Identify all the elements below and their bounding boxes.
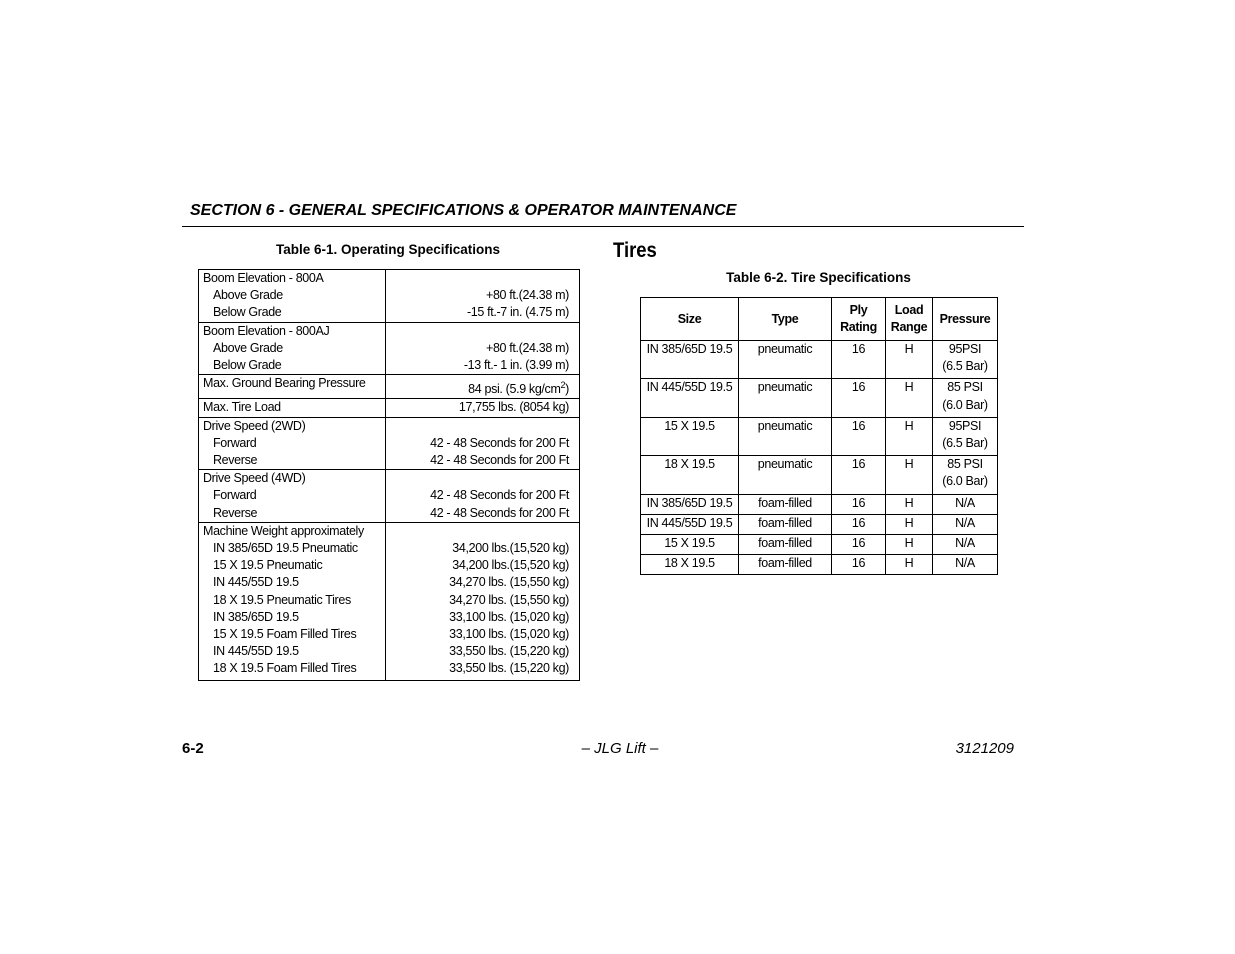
spec-sublabel: 18 X 19.5 Foam Filled Tires <box>213 661 357 676</box>
header-size: Size <box>641 298 739 341</box>
header-load-range <box>886 298 933 341</box>
tire-size-cell: 18 X 19.5 <box>641 555 739 575</box>
footer-brand: – JLG Lift – <box>581 740 659 757</box>
spec-value: 42 - 48 Seconds for 200 Ft <box>430 505 569 520</box>
tire-type-cell: pneumatic <box>739 379 832 417</box>
tire-pressure-bar: (6.5 Bar) <box>942 359 988 374</box>
section-title: SECTION 6 - GENERAL SPECIFICATIONS & OPERATOR MAINTENANCE <box>190 202 737 219</box>
tire-pressure: 95PSI <box>948 418 982 433</box>
table-row <box>641 494 998 514</box>
table-row <box>641 379 998 417</box>
tire-size-cell: IN 445/55D 19.5 <box>641 514 739 534</box>
table1-caption: Table 6-1. Operating Specifications <box>275 242 501 257</box>
spec-sublabel: IN 445/55D 19.5 <box>213 575 299 590</box>
spec-value-cell <box>386 470 580 523</box>
header-type: Type <box>739 298 832 341</box>
spec-sublabel: Below Grade <box>213 358 282 373</box>
table-row <box>641 535 998 555</box>
spec-label: Max. Ground Bearing Pressure <box>203 376 366 391</box>
tire-load-cell: H <box>886 341 933 379</box>
tire-size-cell: 15 X 19.5 <box>641 535 739 555</box>
tire-type-cell: foam-filled <box>739 514 832 534</box>
spec-sublabel: IN 445/55D 19.5 <box>213 644 299 659</box>
page-number: 6-2 <box>182 740 204 757</box>
spec-label: Max. Tire Load <box>203 400 281 415</box>
spec-value: 33,550 lbs. (15,220 kg) <box>449 661 569 676</box>
tire-size-cell: 15 X 19.5 <box>641 417 739 455</box>
spec-label-cell <box>199 470 386 523</box>
spec-sublabel: Above Grade <box>213 288 283 303</box>
spec-sublabel: Reverse <box>213 453 258 468</box>
spec-value <box>390 470 569 487</box>
spec-value: 17,755 lbs. (8054 kg) <box>458 400 569 415</box>
spec-value <box>390 418 569 435</box>
spec-sublabel: Forward <box>213 488 257 503</box>
spec-label-cell <box>199 322 386 375</box>
table-row <box>641 514 998 534</box>
spec-value-cell <box>386 399 580 417</box>
tire-pressure: 85 PSI <box>947 457 983 472</box>
header-rule <box>182 226 1024 227</box>
tire-ply-cell: 16 <box>832 341 886 379</box>
table2-caption: Table 6-2. Tire Specifications <box>726 270 911 285</box>
tire-load-cell: H <box>886 514 933 534</box>
spec-value: 34,200 lbs.(15,520 kg) <box>452 558 569 573</box>
spec-sublabel: Above Grade <box>213 340 283 355</box>
header-ply: Ply <box>849 303 868 317</box>
spec-value <box>390 323 569 340</box>
tire-pressure-cell <box>933 417 998 455</box>
spec-sublabel: 15 X 19.5 Pneumatic <box>213 558 323 573</box>
tire-load-cell: H <box>886 456 933 494</box>
spec-sublabel: Reverse <box>213 505 258 520</box>
tire-pressure-cell <box>933 535 998 555</box>
spec-label: Machine Weight approximately <box>203 523 364 538</box>
tire-specifications-table <box>640 297 998 575</box>
tire-size-cell: IN 445/55D 19.5 <box>641 379 739 417</box>
table-row <box>641 555 998 575</box>
table-row <box>641 456 998 494</box>
spec-value: 42 - 48 Seconds for 200 Ft <box>430 488 569 503</box>
tire-ply-cell: 16 <box>832 514 886 534</box>
spec-value: 34,270 lbs. (15,550 kg) <box>449 575 569 590</box>
tire-pressure-cell <box>933 494 998 514</box>
tire-ply-cell: 16 <box>832 535 886 555</box>
spec-value-superscript: 2 <box>560 380 566 391</box>
spec-value: 34,200 lbs.(15,520 kg) <box>452 541 569 556</box>
tire-type-cell: pneumatic <box>739 341 832 379</box>
header-rating: Rating <box>840 320 877 334</box>
tire-pressure: N/A <box>955 556 975 571</box>
spec-value <box>390 270 569 287</box>
tire-ply-cell: 16 <box>832 379 886 417</box>
table-row <box>641 417 998 455</box>
tire-pressure-cell <box>933 514 998 534</box>
spec-value: 34,270 lbs. (15,550 kg) <box>449 592 569 607</box>
spec-value <box>390 523 569 540</box>
tire-pressure-cell <box>933 379 998 417</box>
tire-ply-cell: 16 <box>832 494 886 514</box>
spec-value: 33,100 lbs. (15,020 kg) <box>449 627 569 642</box>
spec-label: Drive Speed (2WD) <box>203 418 306 433</box>
spec-value-cell <box>386 375 580 399</box>
tire-type-cell: foam-filled <box>739 494 832 514</box>
spec-value: -15 ft.-7 in. (4.75 m) <box>466 305 569 320</box>
tire-ply-cell: 16 <box>832 417 886 455</box>
spec-sublabel: 15 X 19.5 Foam Filled Tires <box>213 627 357 642</box>
spec-value: +80 ft.(24.38 m) <box>486 288 569 303</box>
spec-value: +80 ft.(24.38 m) <box>486 340 569 355</box>
spec-value: ) <box>565 382 569 397</box>
spec-value: 42 - 48 Seconds for 200 Ft <box>430 453 569 468</box>
table-header-row <box>641 298 998 341</box>
tire-pressure: N/A <box>955 515 975 530</box>
table-row <box>199 322 580 375</box>
header-load: Load <box>894 303 924 317</box>
tire-pressure-bar: (6.5 Bar) <box>942 436 988 451</box>
table-row <box>199 270 580 323</box>
tire-pressure-cell <box>933 341 998 379</box>
table-row <box>199 375 580 399</box>
tire-type-cell: pneumatic <box>739 456 832 494</box>
tire-load-cell: H <box>886 494 933 514</box>
spec-sublabel: Below Grade <box>213 305 282 320</box>
operating-specifications-table <box>198 269 580 681</box>
tire-load-cell: H <box>886 555 933 575</box>
table-row <box>199 522 580 680</box>
spec-sublabel: IN 385/65D 19.5 <box>213 609 299 624</box>
tire-size-cell: 18 X 19.5 <box>641 456 739 494</box>
table-row <box>199 470 580 523</box>
tire-ply-cell: 16 <box>832 555 886 575</box>
tire-type-cell: pneumatic <box>739 417 832 455</box>
tire-load-cell: H <box>886 379 933 417</box>
tire-ply-cell: 16 <box>832 456 886 494</box>
spec-label-cell <box>199 399 386 417</box>
spec-value: 33,550 lbs. (15,220 kg) <box>449 644 569 659</box>
spec-value: 84 psi. (5.9 kg/cm <box>468 382 561 397</box>
spec-label: Boom Elevation - 800A <box>203 271 324 285</box>
header-ply-rating <box>832 298 886 341</box>
spec-label-cell <box>199 417 386 470</box>
document-number: 3121209 <box>955 740 1014 757</box>
tire-pressure: 95PSI <box>948 342 982 356</box>
tires-heading: Tires <box>613 239 657 262</box>
tire-pressure: 85 PSI <box>947 380 983 395</box>
spec-sublabel: Forward <box>213 435 257 450</box>
spec-label: Drive Speed (4WD) <box>203 471 306 486</box>
tire-pressure: N/A <box>955 536 975 551</box>
tire-load-cell: H <box>886 417 933 455</box>
header-pressure: Pressure <box>933 298 998 341</box>
tire-pressure-cell <box>933 456 998 494</box>
spec-value: 33,100 lbs. (15,020 kg) <box>449 609 569 624</box>
tire-type-cell: foam-filled <box>739 555 832 575</box>
spec-sublabel: IN 385/65D 19.5 Pneumatic <box>213 541 358 556</box>
tire-size-cell: IN 385/65D 19.5 <box>641 341 739 379</box>
header-range: Range <box>890 320 928 334</box>
spec-label: Boom Elevation - 800AJ <box>203 323 330 338</box>
tire-load-cell: H <box>886 535 933 555</box>
spec-sublabel: 18 X 19.5 Pneumatic Tires <box>213 592 351 607</box>
tire-size-cell: IN 385/65D 19.5 <box>641 494 739 514</box>
tire-pressure-cell <box>933 555 998 575</box>
spec-label-cell <box>199 375 386 399</box>
spec-value-cell <box>386 322 580 375</box>
tire-pressure-bar: (6.0 Bar) <box>942 397 988 412</box>
spec-value: 42 - 48 Seconds for 200 Ft <box>430 435 569 450</box>
spec-value-cell <box>386 417 580 470</box>
spec-label-cell <box>199 270 386 323</box>
table-row <box>199 417 580 470</box>
tire-type-cell: foam-filled <box>739 535 832 555</box>
spec-value-cell <box>386 522 580 680</box>
tire-pressure-bar: (6.0 Bar) <box>942 474 988 489</box>
table-row <box>641 341 998 379</box>
spec-label-cell <box>199 522 386 680</box>
tire-pressure: N/A <box>955 495 975 510</box>
spec-value-cell <box>386 270 580 323</box>
table-row <box>199 399 580 417</box>
spec-value: -13 ft.- 1 in. (3.99 m) <box>463 358 569 372</box>
